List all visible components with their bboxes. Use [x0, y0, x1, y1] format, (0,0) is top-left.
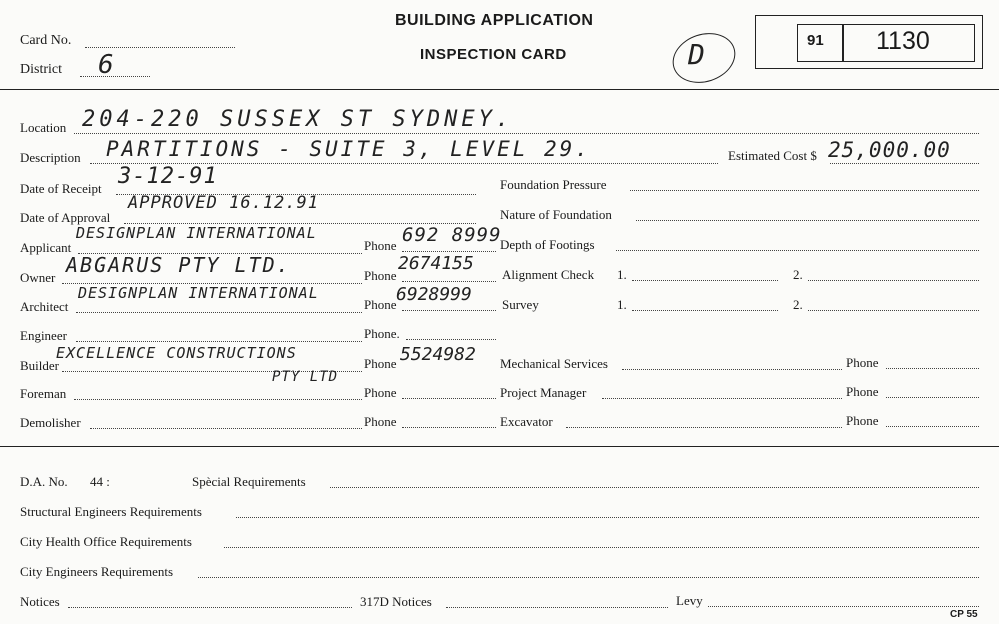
card-number: 1130 — [876, 27, 930, 55]
owner-phone-field[interactable] — [402, 281, 496, 282]
project-manager-field[interactable] — [602, 398, 842, 399]
alignment-check-label: Alignment Check — [502, 267, 595, 282]
district-label: District — [20, 62, 62, 77]
excavator-label: Excavator — [500, 414, 553, 429]
estimated-cost-label: Estimated Cost $ — [728, 148, 817, 163]
date-of-approval-label: Date of Approval — [20, 210, 111, 225]
alignment-check-2-label: 2. — [793, 267, 803, 282]
notices-field[interactable] — [68, 607, 352, 608]
structural-engineers-label: Structural Engineers Requirements — [20, 504, 202, 519]
foundation-pressure-field[interactable] — [630, 190, 979, 191]
foreman-phone-field[interactable] — [402, 398, 496, 399]
builder-value: EXCELLENCE CONSTRUCTIONS — [56, 344, 297, 362]
engineer-phone-label: Phone. — [364, 326, 400, 341]
mechanical-services-field[interactable] — [622, 369, 842, 370]
survey-2-label: 2. — [793, 297, 803, 312]
foreman-field[interactable] — [74, 399, 362, 400]
nature-of-foundation-label: Nature of Foundation — [500, 207, 612, 222]
date-of-receipt-label: Date of Receipt — [20, 181, 102, 196]
applicant-phone-label: Phone — [364, 238, 397, 253]
depth-of-footings-field[interactable] — [616, 250, 979, 251]
location-label: Location — [20, 120, 67, 135]
estimated-cost-field[interactable] — [830, 163, 979, 164]
location-field[interactable] — [74, 133, 979, 134]
notices-label: Notices — [20, 594, 60, 609]
da-no-label: D.A. No. — [20, 474, 68, 489]
engineer-field[interactable] — [76, 341, 362, 342]
engineer-phone-field[interactable] — [406, 339, 496, 340]
district-value: 6 — [98, 50, 115, 80]
survey-1-field[interactable] — [632, 310, 778, 311]
builder-phone-value: 5524982 — [400, 344, 476, 365]
estimated-cost-value: 25,000.00 — [828, 138, 951, 162]
excavator-phone-field[interactable] — [886, 426, 979, 427]
notices-317d-field[interactable] — [446, 607, 668, 608]
project-manager-label: Project Manager — [500, 385, 587, 400]
form-code: CP 55 — [950, 609, 978, 620]
levy-label: Levy — [676, 593, 703, 608]
survey-1-label: 1. — [617, 297, 627, 312]
excavator-phone-label: Phone — [846, 413, 879, 428]
foreman-phone-label: Phone — [364, 385, 397, 400]
mechanical-services-phone-label: Phone — [846, 355, 879, 370]
levy-field[interactable] — [708, 606, 979, 607]
city-health-label: City Health Office Requirements — [20, 534, 192, 549]
year-value: 91 — [807, 32, 824, 49]
project-manager-phone-label: Phone — [846, 384, 879, 399]
survey-label: Survey — [502, 297, 539, 312]
architect-field[interactable] — [76, 312, 362, 313]
project-manager-phone-field[interactable] — [886, 397, 979, 398]
demolisher-phone-label: Phone — [364, 414, 397, 429]
builder-value-line2: PTY LTD — [272, 369, 339, 385]
nature-of-foundation-field[interactable] — [636, 220, 979, 221]
applicant-label: Applicant — [20, 240, 72, 255]
applicant-phone-field[interactable] — [402, 251, 496, 252]
form-subtitle: INSPECTION CARD — [420, 46, 567, 63]
architect-label: Architect — [20, 299, 69, 314]
owner-phone-value: 2674155 — [398, 253, 474, 274]
builder-label: Builder — [20, 358, 59, 373]
architect-phone-field[interactable] — [402, 310, 496, 311]
engineer-label: Engineer — [20, 328, 67, 343]
survey-2-field[interactable] — [808, 310, 979, 311]
district-field[interactable] — [80, 76, 150, 77]
excavator-field[interactable] — [566, 427, 842, 428]
owner-phone-label: Phone — [364, 268, 397, 283]
applicant-value: DESIGNPLAN INTERNATIONAL — [76, 224, 317, 242]
depth-of-footings-label: Depth of Footings — [500, 237, 595, 252]
special-requirements-field[interactable] — [330, 487, 979, 488]
owner-value: ABGARUS PTY LTD. — [66, 253, 291, 277]
date-of-receipt-value: 3-12-91 — [118, 164, 218, 189]
architect-phone-label: Phone — [364, 297, 397, 312]
mechanical-services-phone-field[interactable] — [886, 368, 979, 369]
description-label: Description — [20, 150, 81, 165]
alignment-check-2-field[interactable] — [808, 280, 979, 281]
date-of-approval-value: APPROVED 16.12.91 — [128, 193, 319, 213]
architect-phone-value: 6928999 — [396, 284, 472, 305]
builder-phone-label: Phone — [364, 356, 397, 371]
header-divider — [0, 89, 999, 90]
city-engineers-field[interactable] — [198, 577, 979, 578]
alignment-check-1-field[interactable] — [632, 280, 778, 281]
demolisher-label: Demolisher — [20, 415, 81, 430]
foreman-label: Foreman — [20, 386, 67, 401]
architect-value: DESIGNPLAN INTERNATIONAL — [78, 284, 319, 302]
demolisher-phone-field[interactable] — [402, 427, 496, 428]
location-value: 204-220 SUSSEX ST SYDNEY. — [82, 107, 514, 132]
notices-317d-label: 317D Notices — [360, 594, 432, 609]
mechanical-services-label: Mechanical Services — [500, 356, 608, 371]
special-requirements-label: Spècial Requirements — [192, 474, 306, 489]
requirements-divider — [0, 446, 999, 447]
card-no-label: Card No. — [20, 33, 72, 48]
owner-label: Owner — [20, 270, 56, 285]
city-health-field[interactable] — [224, 547, 979, 548]
form-title: BUILDING APPLICATION — [395, 12, 594, 29]
card-no-field[interactable] — [85, 47, 235, 48]
demolisher-field[interactable] — [90, 428, 362, 429]
applicant-phone-value: 692 8999 — [402, 224, 502, 246]
structural-engineers-field[interactable] — [236, 517, 979, 518]
description-value: PARTITIONS - SUITE 3, LEVEL 29. — [106, 137, 591, 161]
circled-mark-letter: D — [688, 38, 706, 71]
da-no-value: 44 : — [90, 474, 110, 489]
alignment-check-1-label: 1. — [617, 267, 627, 282]
city-engineers-label: City Engineers Requirements — [20, 564, 174, 579]
foundation-pressure-label: Foundation Pressure — [500, 177, 607, 192]
